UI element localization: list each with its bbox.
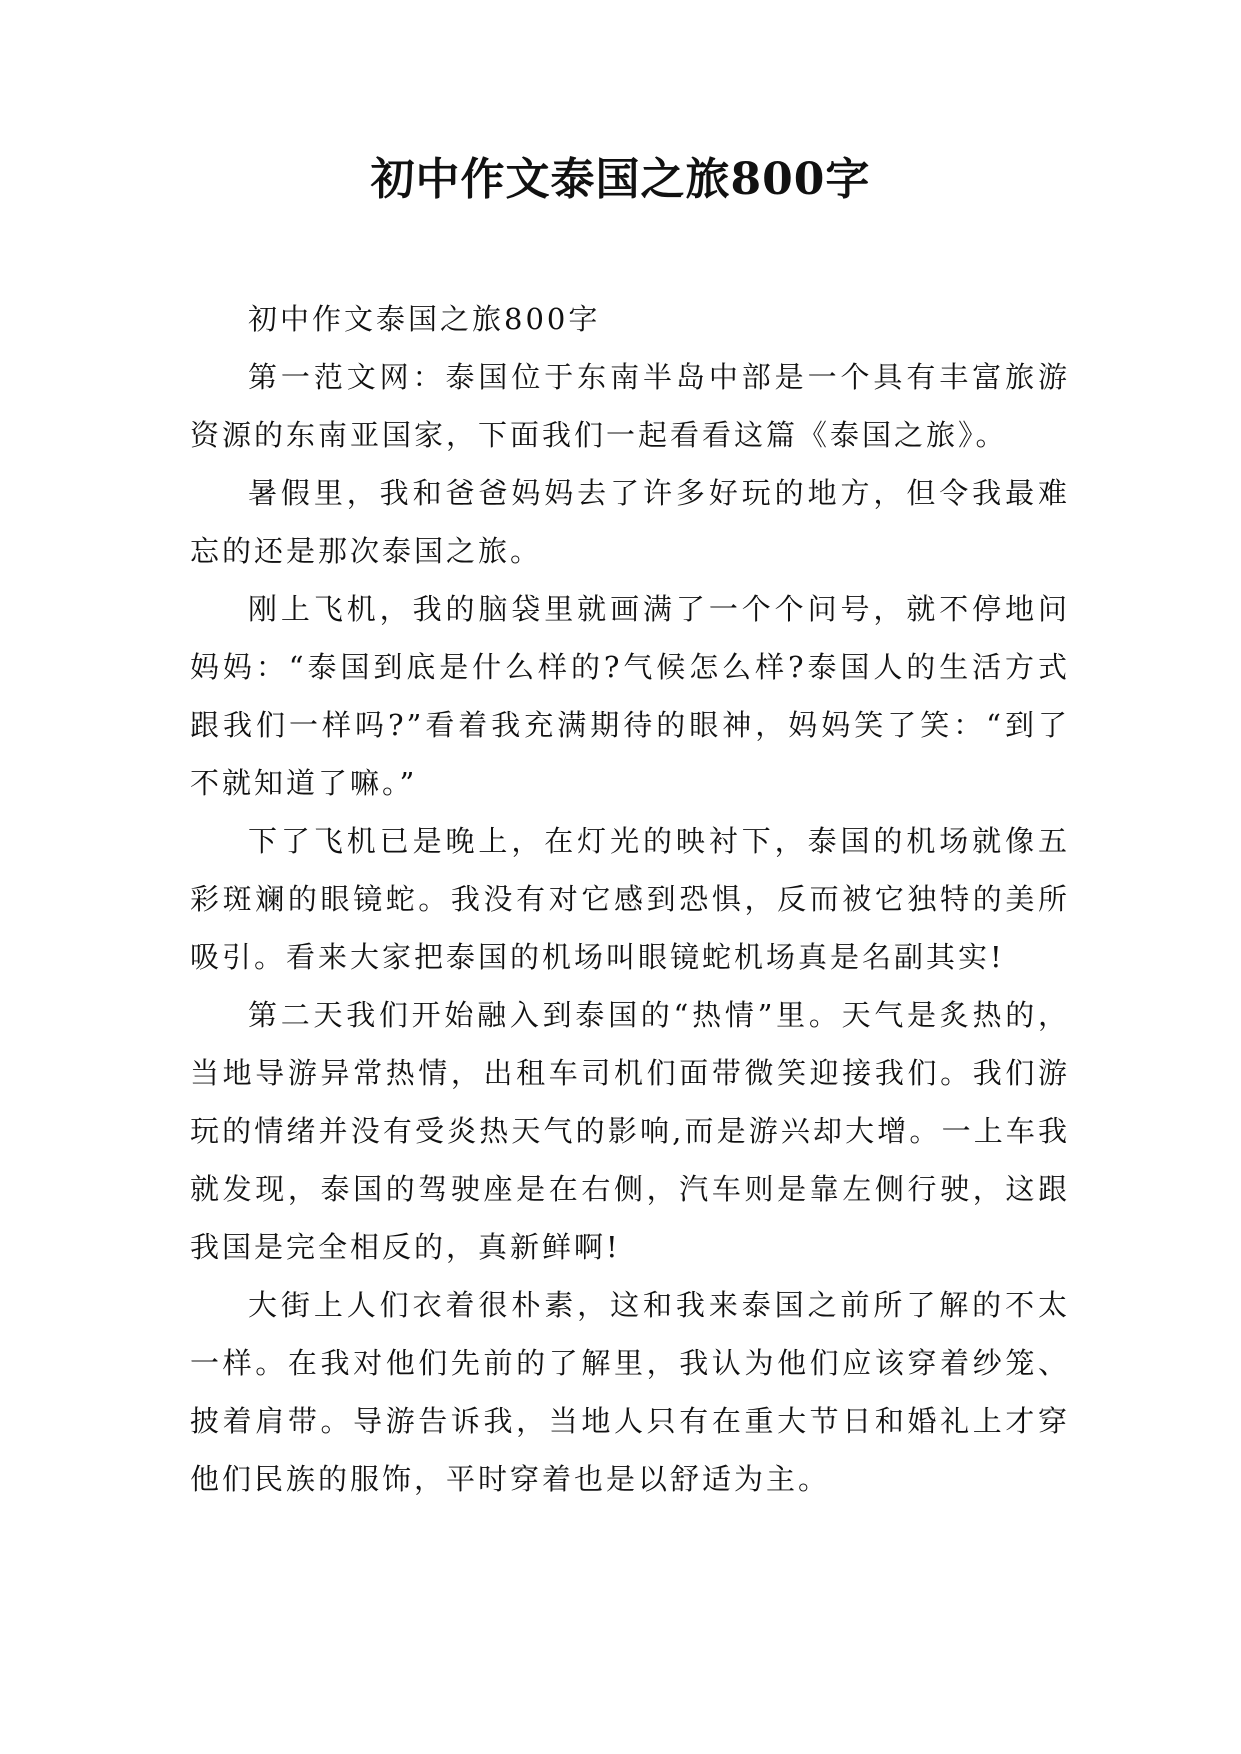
paragraph-subtitle: 初中作文泰国之旅800字	[248, 302, 601, 336]
paragraph-summer: 暑假里，我和爸爸妈妈去了许多好玩的地方，但令我最难忘的还是那次泰国之旅。	[190, 476, 1070, 568]
paragraph-airport: 下了飞机已是晚上，在灯光的映衬下，泰国的机场就像五彩斑斓的眼镜蛇。我没有对它感到恐惧，反而被它独特的美所吸引。看来大家把泰国的机场叫眼镜蛇机场真是名副其实!	[190, 824, 1070, 974]
paragraph-second-day: 第二天我们开始融入到泰国的“热情”里。天气是炙热的，当地导游异常热情，出租车司机们面带微笑迎接我们。我们游玩的情绪并没有受炎热天气的影响,而是游兴却大增。一上车我就发现，泰国的驾驶座是在右侧，汽车则是靠左侧行驶，这跟我国是完全相反的，真新鲜啊!	[190, 998, 1070, 1264]
document-title: 初中作文泰国之旅800字	[370, 154, 871, 205]
paragraph-plane: 刚上飞机，我的脑袋里就画满了一个个问号，就不停地问妈妈：“泰国到底是什么样的?气候怎么样?泰国人的生活方式跟我们一样吗?”看着我充满期待的眼神，妈妈笑了笑：“到了不就知道了嘛。”	[190, 592, 1070, 800]
document-body	[190, 290, 1070, 1508]
paragraph-intro: 第一范文网：泰国位于东南半岛中部是一个具有丰富旅游资源的东南亚国家，下面我们一起看看这篇《泰国之旅》。	[190, 360, 1070, 452]
paragraph-street: 大街上人们衣着很朴素，这和我来泰国之前所了解的不太一样。在我对他们先前的了解里，我认为他们应该穿着纱笼、披着肩带。导游告诉我，当地人只有在重大节日和婚礼上才穿他们民族的服饰，平时穿着也是以舒适为主。	[190, 1288, 1070, 1496]
